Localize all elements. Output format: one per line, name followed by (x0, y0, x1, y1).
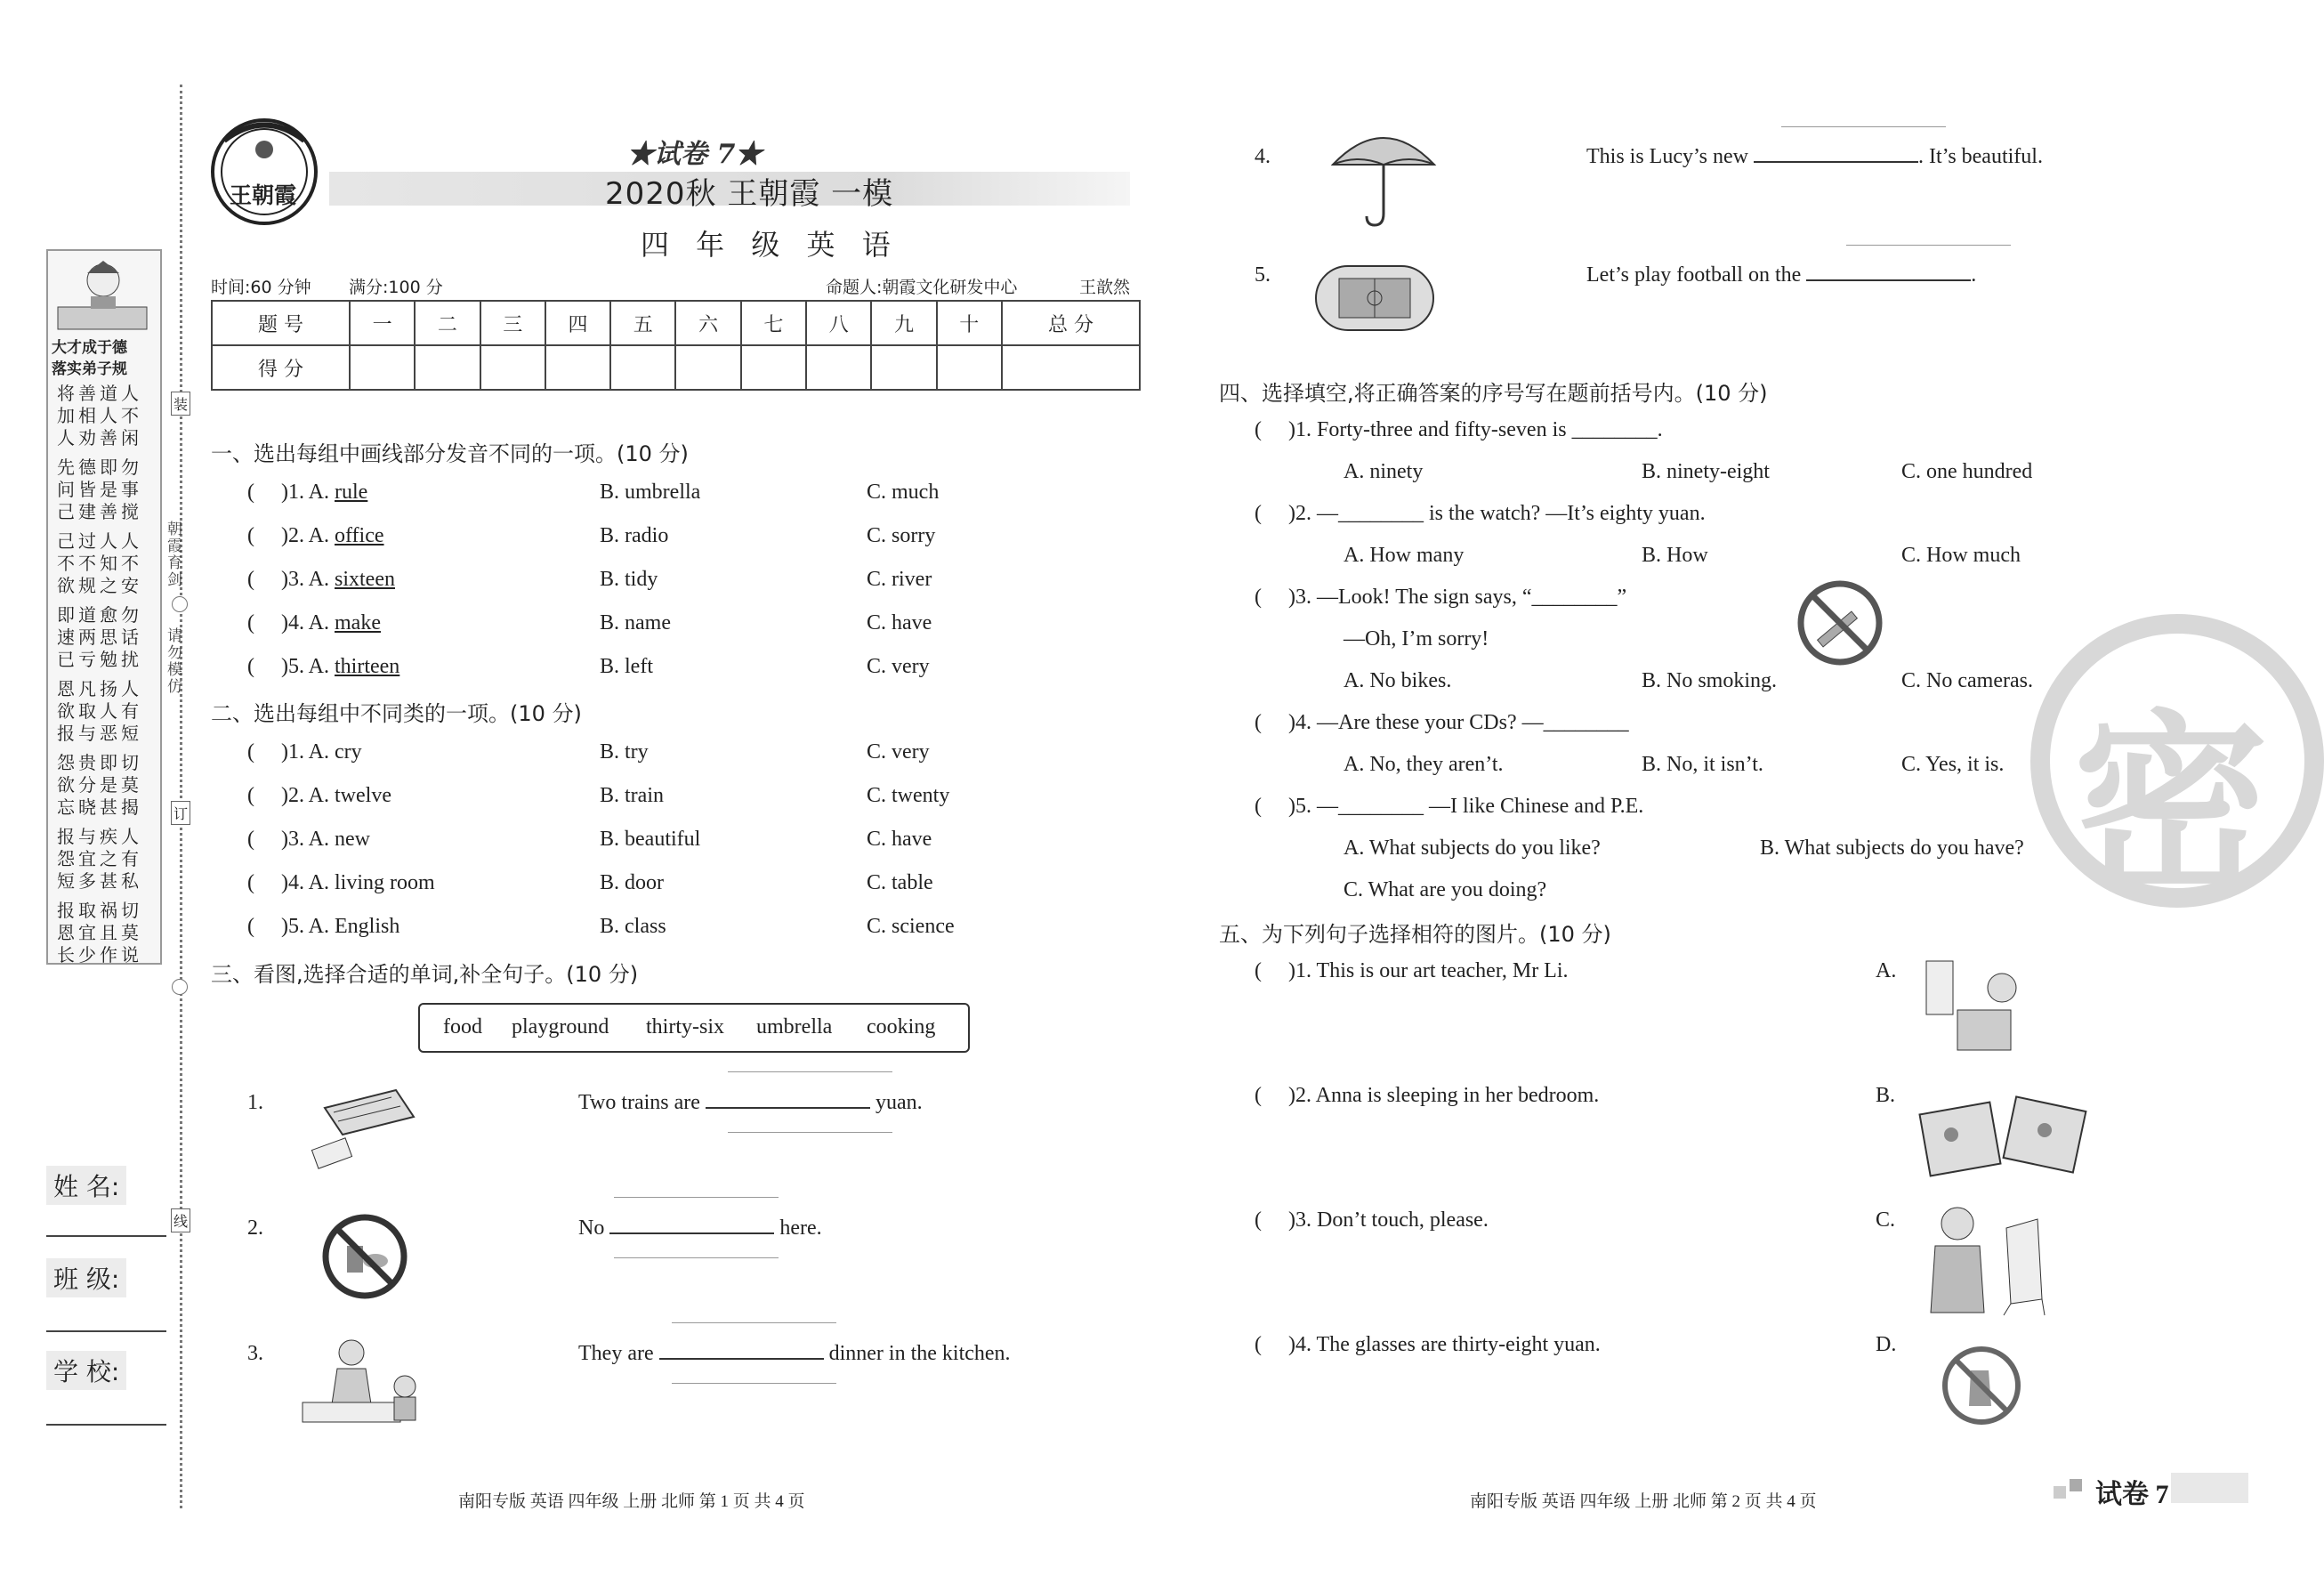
section5-title: 五、为下列句子选择相符的图片。(10 分) (1219, 922, 1611, 947)
score-info: 满分:100 分 (349, 278, 443, 297)
score-row-label: 得 分 (212, 345, 350, 390)
score-cell[interactable] (741, 345, 806, 390)
class-field[interactable] (46, 1330, 166, 1332)
s1-q1-c: C. much (867, 481, 940, 504)
s3-q3-number: 3. (247, 1342, 263, 1365)
motto-line: 怨宜之有 (57, 848, 142, 869)
s4-q5: ( )5. —________ —I like Chinese and P.E. (1255, 795, 1644, 818)
motto-line: 报与疾人 (57, 826, 142, 847)
word-bank (418, 1003, 970, 1053)
motto-columns (55, 383, 151, 966)
no-food-sign-icon (320, 1212, 409, 1301)
word-bank-item: cooking (867, 1015, 936, 1038)
s2-q4-b: B. door (600, 871, 664, 894)
playground-field-icon (1312, 263, 1437, 334)
s4-q2-opt-c: C. How much (1901, 544, 2021, 567)
time-info: 时间:60 分钟 (211, 278, 311, 297)
motto-line: 人劝善闲 (57, 427, 142, 449)
s2-q5-c: C. science (867, 915, 955, 938)
s4-q2: ( )2. —________ is the watch? —It’s eighty yuan. (1255, 502, 1706, 525)
s1-q5-c: C. very (867, 655, 930, 678)
motto-line: 不不知不 (57, 553, 142, 574)
score-header-cell: 十 (937, 301, 1002, 345)
motto-line: 恩凡扬人 (57, 678, 142, 699)
footer-paper-tag: 试卷 7 (2095, 1480, 2169, 1509)
s3-q1-number: 1. (247, 1091, 263, 1114)
s1-q2-b: B. radio (600, 524, 669, 547)
motto-line: 加相人不 (57, 405, 142, 426)
s5-q3: ( )3. Don’t touch, please. (1255, 1208, 1489, 1232)
author-info: 命题人:朝霞文化研发中心 (826, 278, 1018, 297)
s4-q3-opt-c: C. No cameras. (1901, 669, 2033, 692)
word-bank-item: umbrella (756, 1015, 833, 1038)
motto-line: 欲分是莫 (57, 774, 142, 796)
motto-line: 速两思话 (57, 626, 142, 648)
binding-hole (172, 596, 188, 612)
logo-emblem-icon (206, 114, 322, 230)
s1-q3-b: B. tidy (600, 568, 658, 591)
motto-line: 先德即勿 (57, 457, 142, 478)
s2-q1-c: C. very (867, 740, 930, 764)
score-header-cell: 七 (741, 301, 806, 345)
girl-sleeping-picture-icon (1922, 957, 2038, 1059)
s1-q1: ( )1. A. rule (247, 481, 368, 504)
s4-q1-opt-a: A. ninety (1344, 460, 1424, 483)
s4-q1-opt-b: B. ninety-eight (1642, 460, 1770, 483)
score-header-cell: 六 (675, 301, 740, 345)
motto-line: 怨贵即切 (57, 752, 142, 773)
umbrella-icon (1326, 120, 1441, 231)
motto-line: 长少作说 (57, 944, 142, 966)
answer-blank[interactable] (1806, 279, 1971, 281)
s2-q4-c: C. table (867, 871, 933, 894)
score-header-cell: 九 (871, 301, 936, 345)
s3-q4-number: 4. (1255, 145, 1271, 168)
s4-q3-reply: —Oh, I’m sorry! (1344, 627, 1489, 651)
s3-q5-number: 5. (1255, 263, 1271, 287)
motto-line: 恩宜且莫 (57, 922, 142, 943)
s3-q1-sentence: Two trains are yuan. (578, 1091, 923, 1114)
s2-q2-b: B. train (600, 784, 664, 807)
s1-q3: ( )3. A. sixteen (247, 568, 395, 591)
s2-q1: ( )1. A. cry (247, 740, 362, 764)
s1-q4: ( )4. A. make (247, 611, 381, 634)
side-note-1: 朝霞育剑 (164, 521, 182, 588)
score-cell[interactable] (480, 345, 545, 390)
name-label: 姓 名: (46, 1166, 126, 1205)
answer-blank[interactable] (659, 1358, 824, 1360)
binding-hole (172, 979, 188, 995)
footer-square (2054, 1486, 2066, 1499)
binding-mark-ding: 订 (171, 801, 190, 825)
answer-blank[interactable] (609, 1232, 774, 1234)
score-cell[interactable] (937, 345, 1002, 390)
s3-q4-sentence: This is Lucy’s new . It’s beautiful. (1586, 145, 2043, 168)
slogan-1: 大才成于德 (52, 339, 127, 357)
score-header-cell: 五 (610, 301, 675, 345)
motto-line: 即道愈勿 (57, 604, 142, 626)
logo-text: 王朝霞 (230, 182, 297, 208)
s1-q4-c: C. have (867, 611, 932, 634)
s3-q2-sentence: No here. (578, 1216, 822, 1240)
paper-number: ★试卷 7★ (627, 139, 763, 170)
name-field[interactable] (46, 1235, 166, 1237)
scholar-figure-icon (53, 254, 153, 338)
s5-q2: ( )2. Anna is sleeping in her bedroom. (1255, 1084, 1600, 1107)
score-table (211, 300, 1141, 391)
s2-q4: ( )4. A. living room (247, 871, 435, 894)
s2-q1-b: B. try (600, 740, 649, 764)
motto-line: 短多甚私 (57, 870, 142, 892)
score-cell[interactable] (610, 345, 675, 390)
s4-q4: ( )4. —Are these your CDs? —________ (1255, 711, 1629, 734)
motto-line: 报取祸切 (57, 900, 142, 921)
s4-q5-opt-b: B. What subjects do you have? (1760, 836, 2024, 860)
author-name: 王歆然 (1079, 278, 1131, 297)
class-label: 班 级: (46, 1258, 126, 1297)
s5-opt-a-label: A. (1876, 959, 1897, 982)
s3-q2-number: 2. (247, 1216, 263, 1240)
score-cell[interactable] (675, 345, 740, 390)
motto-line: 欲规之安 (57, 575, 142, 596)
slogan-2: 落实弟子规 (52, 360, 127, 378)
s1-q2: ( )2. A. office (247, 524, 384, 547)
side-note-2: 请勿模仿 (164, 627, 182, 695)
score-cell[interactable] (871, 345, 936, 390)
score-cell[interactable] (415, 345, 480, 390)
word-bank-item: thirty-six (646, 1015, 724, 1038)
s5-q4: ( )4. The glasses are thirty-eight yuan. (1255, 1333, 1601, 1356)
s5-opt-b-label: B. (1876, 1084, 1896, 1107)
score-header-cell: 二 (415, 301, 480, 345)
train-price-tag-icon (307, 1081, 423, 1179)
s1-q1-b: B. umbrella (600, 481, 701, 504)
s4-q5-opt-c: C. What are you doing? (1344, 878, 1547, 901)
motto-line: 将善道人 (57, 383, 142, 404)
score-header-cell: 四 (545, 301, 610, 345)
score-cell[interactable] (806, 345, 871, 390)
s2-q5-b: B. class (600, 915, 666, 938)
s4-q2-opt-b: B. How (1642, 544, 1708, 567)
s2-q2: ( )2. A. twelve (247, 784, 391, 807)
no-smoking-sign-icon (1795, 578, 1884, 667)
word-bank-item: food (443, 1015, 482, 1038)
s4-q1: ( )1. Forty-three and fifty-seven is ________. (1255, 418, 1663, 441)
score-header-cell: 八 (806, 301, 871, 345)
s1-q2-c: C. sorry (867, 524, 936, 547)
s5-opt-d-label: D. (1876, 1333, 1897, 1356)
exam-title: 2020秋 王朝霞 一模 (605, 176, 894, 212)
binding-dotted-line (180, 85, 182, 1508)
score-header-cell: 题 号 (212, 301, 350, 345)
s1-q5: ( )5. A. thirteen (247, 655, 400, 678)
s4-q3-opt-a: A. No bikes. (1344, 669, 1452, 692)
section3-title: 三、看图,选择合适的单词,补全句子。(10 分) (211, 962, 639, 987)
s4-q3-opt-b: B. No smoking. (1642, 669, 1778, 692)
s2-q2-c: C. twenty (867, 784, 950, 807)
score-header-cell: 一 (350, 301, 415, 345)
section4-title: 四、选择填空,将正确答案的序号写在题前括号内。(10 分) (1219, 381, 1768, 406)
s5-opt-c-label: C. (1876, 1208, 1896, 1232)
s4-q4-opt-a: A. No, they aren’t. (1344, 753, 1504, 776)
footer-square (2070, 1479, 2082, 1491)
motto-line: 报与恶短 (57, 723, 142, 744)
motto-line: 己过人人 (57, 530, 142, 552)
s2-q3-b: B. beautiful (600, 828, 701, 851)
word-bank-item: playground (512, 1015, 609, 1038)
s4-q5-opt-a: A. What subjects do you like? (1344, 836, 1601, 860)
motto-line: 问皆是事 (57, 479, 142, 500)
footer-tag-bar (2171, 1473, 2248, 1503)
motto-line: 欲取人有 (57, 700, 142, 722)
section2-title: 二、选出每组中不同类的一项。(10 分) (211, 701, 582, 726)
motto-line: 已亏勉扰 (57, 649, 142, 670)
s2-q5: ( )5. A. English (247, 915, 400, 938)
s3-q3-sentence: They are dinner in the kitchen. (578, 1342, 1011, 1365)
score-cell[interactable] (1002, 345, 1140, 390)
score-header-cell: 总 分 (1002, 301, 1140, 345)
s2-q3-c: C. have (867, 828, 932, 851)
s4-q1-opt-c: C. one hundred (1901, 460, 2033, 483)
footer-right: 南阳专版 英语 四年级 上册 北师 第 2 页 共 4 页 (1470, 1492, 1817, 1511)
motto-line: 忘晓甚揭 (57, 796, 142, 818)
score-cell[interactable] (350, 345, 415, 390)
glasses-price-tags-icon (1920, 1095, 2094, 1184)
s3-q5-sentence: Let’s play football on the . (1586, 263, 1977, 287)
footer-left: 南阳专版 英语 四年级 上册 北师 第 1 页 共 4 页 (458, 1492, 805, 1511)
s4-q4-opt-c: C. Yes, it is. (1901, 753, 2005, 776)
seal-text: 密 (2073, 693, 2270, 921)
s4-q4-opt-b: B. No, it isn’t. (1642, 753, 1763, 776)
binding-mark-zhuang: 装 (171, 392, 190, 416)
s1-q3-c: C. river (867, 568, 932, 591)
answer-blank[interactable] (1754, 161, 1918, 163)
section1-title: 一、选出每组中画线部分发音不同的一项。(10 分) (211, 441, 689, 466)
s4-q2-opt-a: A. How many (1344, 544, 1465, 567)
school-field[interactable] (46, 1424, 166, 1426)
s1-q5-b: B. left (600, 655, 653, 678)
no-touching-sign-icon (1940, 1344, 2024, 1428)
s5-q1: ( )1. This is our art teacher, Mr Li. (1255, 959, 1569, 982)
binding-mark-xian: 线 (171, 1208, 190, 1232)
score-cell[interactable] (545, 345, 610, 390)
s4-q3: ( )3. —Look! The sign says, “________” (1255, 586, 1627, 609)
s1-q4-b: B. name (600, 611, 671, 634)
school-label: 学 校: (46, 1351, 126, 1390)
cooking-family-icon (298, 1333, 440, 1431)
s2-q3: ( )3. A. new (247, 828, 370, 851)
art-teacher-picture-icon (1922, 1201, 2046, 1317)
score-header-cell: 三 (480, 301, 545, 345)
motto-line: 己建善搅 (57, 501, 142, 522)
exam-subtitle: 四 年 级 英 语 (641, 228, 900, 262)
answer-blank[interactable] (706, 1107, 870, 1109)
